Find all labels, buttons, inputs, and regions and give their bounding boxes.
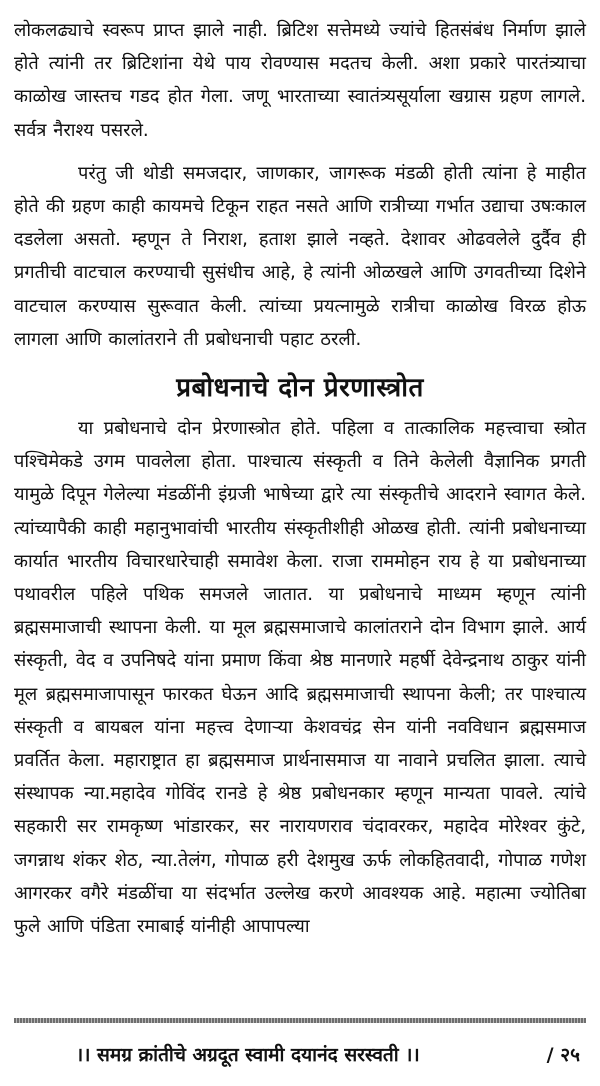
document-page — [14, 14, 586, 943]
running-title: ।। समग्र क्रांतीचे अग्रदूत स्वामी दयानंद सरस्वती ।। — [76, 1044, 420, 1066]
paragraph-inspiration-sources: या प्रबोधनाचे दोन प्रेरणास्त्रोत होते. पहिला व तात्कालिक महत्त्वाचा स्त्रोत पश्चिमेकडे उगम पावलेला होता. पाश्चात्य संस्कृती व तिने केलेली वैज्ञानिक प्रगती यामुळे दिपून गेलेल्या मंडळींनी इंग्रजी भाषेच्या द्वारे त्या संस्कृतीचे आदराने स्वागत केले. त्यांच्यापैकी काही महानुभावांची भारतीय संस्कृतीशीही ओळख होती. त्यांनी प्रबोधनाच्या कार्यात भारतीय विचारधारेचाही समावेश केला. राजा राममोहन राय हे या प्रबोधनाच्या पथावरील पहिले पथिक समजले जातात. या प्रबोधनाचे माध्यम म्हणून त्यांनी ब्रह्मसमाजाची स्थापना केली. या मूल ब्रह्मसमाजाचे कालांतराने दोन विभाग झाले. आर्य संस्कृती, वेद व उपनिषदे यांना प्रमाण किंवा श्रेष्ठ मानणारे महर्षी देवेन्द्रनाथ ठाकुर यांनी मूल ब्रह्मसमाजापासून फारकत घेऊन आदि ब्रह्मसमाजाची स्थापना केली; तर पाश्चात्य संस्कृती व बायबल यांना महत्त्व देणाऱ्या केशवचंद्र सेन यांनी नवविधान ब्रह्मसमाज प्रवर्तित केला. महाराष्ट्रात हा ब्रह्मसमाज प्रार्थनासमाज या नावाने प्रचलित झाला. त्याचे संस्थापक न्या.महादेव गोविंद रानडे हे श्रेष्ठ प्रबोधनकार म्हणून मान्यता पावले. त्यांचे सहकारी सर रामकृष्ण भांडारकर, सर नारायणराव चंदावरकर, महादेव मोरेश्वर कुंटे, जगन्नाथ शंकर शेठ, न्या.तेलंग, गोपाळ हरी देशमुख ऊर्फ लोकहितवादी, गोपाळ गणेश आगरकर वगैरे मंडळींचा या संदर्भात उल्लेख करणे आवश्यक आहे. महात्मा ज्योतिबा फुले आणि पंडिता रमाबाई यांनीही आपापल्या — [14, 418, 586, 938]
footer-divider — [14, 1018, 586, 1023]
page-number: / २५ — [546, 1044, 580, 1066]
paragraph-awakening: परंतु जी थोडी समजदार, जाणकार, जागरूक मंडळी होती त्यांना हे माहीत होते की ग्रहण काही कायमचे टिकून राहत नसते आणि रात्रीच्या गर्भात उद्याचा उषःकाल दडलेला असतो. म्हणून ते निराश, हताश झाले नव्हते. देशावर ओढवलेले दुर्दैव ही प्रगतीची वाटचाल करण्याची सुसंधीच आहे, हे त्यांनी ओळखले आणि उगवतीच्या दिशेने वाटचाल करण्यास सुरूवात केली. त्यांच्या प्रयत्नामुळे रात्रीचा काळोख विरळ होऊ लागला आणि कालांतराने ती प्रबोधनाची पहाट ठरली. — [14, 162, 586, 350]
page-footer — [14, 1038, 586, 1072]
paragraph-continuation: लोकलढ्याचे स्वरूप प्राप्त झाले नाही. ब्रिटिश सत्तेमध्ये ज्यांचे हितसंबंध निर्माण झाले होते त्यांनी तर ब्रिटिशांना येथे पाय रोवण्यास मदतच केली. अशा प्रकारे पारतंत्र्याचा काळोख जास्तच गडद होत गेला. जणू भारताच्या स्वातंत्र्यसूर्याला खग्रास ग्रहण लागले. सर्वत्र नैराश्य पसरले. — [14, 20, 586, 141]
section-heading: प्रबोधनाचे दोन प्रेरणास्त्रोत — [176, 373, 424, 404]
